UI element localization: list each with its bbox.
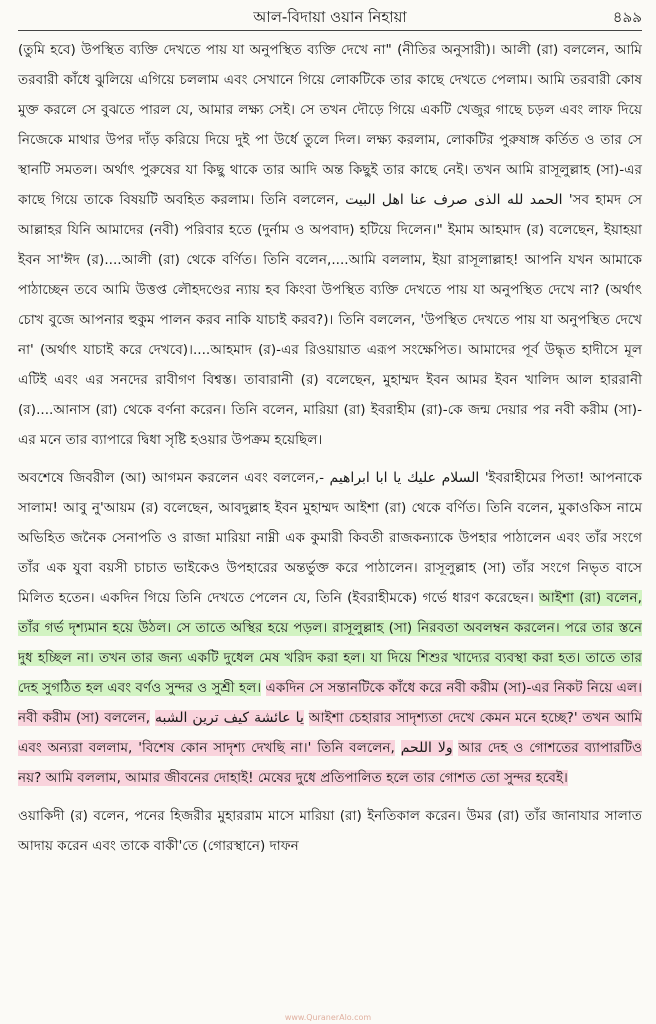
arabic-quote-4: ولا اللحم [400, 740, 453, 756]
page-header [18, 0, 642, 31]
paragraph-2-text-a: অবশেষে জিবরীল (আ) আগমন করলেন এবং বললেন,- [18, 470, 324, 486]
paragraph-1 [18, 35, 642, 455]
pink-highlight-c: আর দেহ ও গোশতের ব্যাপারটিও নয়? আমি বললাম, আমার জীবনের দোহাই! মেষের দুধে প্রতিপালিত হলে তার গোশত তো সুন্দর হবেই। [18, 740, 643, 786]
pink-highlight-a: একদিন সে সন্তানটিকে কাঁধে করে নবী করীম (সা)-এর নিকট নিয়ে এল। নবী করীম (সা) বললেন, [18, 680, 642, 726]
paragraph-2 [18, 463, 642, 793]
watermark: www.QuranerAlo.com [284, 1013, 372, 1022]
paragraph-2-text-b: 'ইবরাহীমের পিতা! আপনাকে সালাম! আবু নু'আয়ম (র) বলেছেন, আবদুল্লাহ ইবন মুহাম্মদ আইশা (রা) থেকে বর্ণিত। তিনি বলেন, মুকাওকিস নামে অভিহিত জনৈক সেনাপতি ও রাজা মারিয়া নাম্নী এক কুমারী কিবতী রাজকন্যাকে উপহার পাঠালেন এবং তাঁর সংগে তাঁর এক যুবা বয়সী চাচাত ভাইকেও উপহারের অন্তর্ভুক্ত করে পাঠালেন। রাসূলুল্লাহ (সা) তাঁর সংগে নিভৃত বাসে মিলিত হতেন। একদিন গিয়ে তিনি দেখতে পেলেন যে, তিনি (ইবরাহীমকে) গর্ভে ধারণ করেছেন। [18, 470, 642, 606]
arabic-quote-2: السلام عليك يا ابا ابراهيم [329, 470, 480, 486]
page-number: ৪৯৯ [612, 8, 642, 26]
paragraph-3-text: ওয়াকিদী (র) বলেন, পনের হিজরীর মুহাররাম মাসে মারিয়া (রা) ইনতিকাল করেন। উমর (রা) তাঁর জানাযার সালাত আদায় করেন এবং তাকে বাকী'তে (গোরস্থানে) দাফন [18, 808, 642, 854]
arabic-quote-3: يا عائشة كيف ترين الشبه [154, 710, 304, 726]
arabic-quote-1: الحمد لله الذى صرف عنا اهل البيت [345, 192, 563, 208]
book-title: আল-বিদায়া ওয়ান নিহায়া [253, 8, 407, 26]
paragraph-3 [18, 801, 642, 861]
paragraph-1-text-a: (তুমি হবে) উপস্থিত ব্যক্তি দেখতে পায় যা অনুপস্থিত ব্যক্তি দেখে না" (নীতির অনুসারী)। আলী (রা) বললেন, আমি তরবারী কাঁধে ঝুলিয়ে এগিয়ে চললাম এবং সেখানে গিয়ে লোকটিকে তার কাছে দেখতে পেলাম। আমি তরবারী কোষ মুক্ত করলে সে বুঝতে পারল যে, আমার লক্ষ্য সেই। সে তখন দৌড়ে গিয়ে একটি খেজুর গাছে চড়ল এবং লাফ দিয়ে নিজেকে মাথার উপর দাঁড় করিয়ে দিয়ে দুই পা উর্ধে তুলে দিল। লক্ষ্য করলাম, লোকটির পুরুষাঙ্গ কর্তিত ও তার সে স্থানটি সমতল। অর্থাৎ পুরুষের যা কিছু থাকে তার আদি অন্ত কিছুই তার কাছে নেই। তখন আমি রাসূলুল্লাহ (সা)-এর কাছে গিয়ে তাকে বিষয়টি অবহিত করলাম। তিনি বললেন, [18, 42, 642, 208]
paragraph-1-text-b: 'সব হামদ সে আল্লাহর যিনি আমাদের (নবী) পরিবার হতে (দুর্নাম ও অপবাদ) হটিয়ে দিলেন।" ইমাম আহমাদ (র) বলেছেন, ইয়াহয়া ইবন সা'ঈদ (র)....আলী (রা) থেকে বর্ণিত। তিনি বলেন,....আমি বললাম, ইয়া রাসূলাল্লাহ! আপনি যখন আমাকে পাঠাচ্ছেন তবে আমি উত্তপ্ত লৌহদণ্ডের ন্যায় হব কিংবা উপস্থিত ব্যক্তি দেখতে পায় যা অনুপস্থিত দেখে না? (অর্থাৎ চোখ বুজে আপনার হুকুম পালন করব নাকি যাচাই করব?)। তিনি বললেন, 'উপস্থিত দেখতে পায় যা অনুপস্থিত দেখে না' (অর্থাৎ যাচাই করে দেখবে)।....আহমাদ (র)-এর রিওয়ায়াত এরূপ সংক্ষেপিত। আমাদের পূর্ব উদ্ধৃত হাদীসে মূল এটিই এবং এর সনদের রাবীগণ বিশ্বস্ত। তাবারানী (র) বলেছেন, মুহাম্মদ ইবন আমর ইবন খালিদ আল হাররানী (র)....আনাস (রা) থেকে বর্ণনা করেন। তিনি বলেন, মারিয়া (রা) ইবরাহীম (রা)-কে জন্ম দেয়ার পর নবী করীম (সা)-এর মনে তার ব্যাপারে দ্বিধা সৃষ্টি হওয়ার উপক্রম হয়েছিল। [18, 192, 642, 448]
pink-highlight-b: আইশা চেহারার সাদৃশ্যতা দেখে কেমন মনে হচ্ছে?' তখন আমি এবং অন্যরা বললাম, 'বিশেষ কোন সাদৃশ্য দেখছি না।' তিনি বললেন, [18, 710, 642, 756]
green-highlight: আইশা (রা) বলেন, তাঁর গর্ভ দৃশ্যমান হয়ে উঠল। সে তাতে অস্থির হয়ে পড়ল। রাসূলুল্লাহ (সা) নিরবতা অবলম্বন করলেন। পরে তার স্তনে দুধ হচ্ছিল না। তখন তার জন্য একটি দুধেল মেষ খরিদ করা হল। যা দিয়ে শিশুর খাদ্যের ব্যবস্থা করা হত। তাতে তার দেহ সুগঠিত হল এবং বর্ণও সুন্দর ও সুশ্রী হল। [18, 590, 642, 696]
